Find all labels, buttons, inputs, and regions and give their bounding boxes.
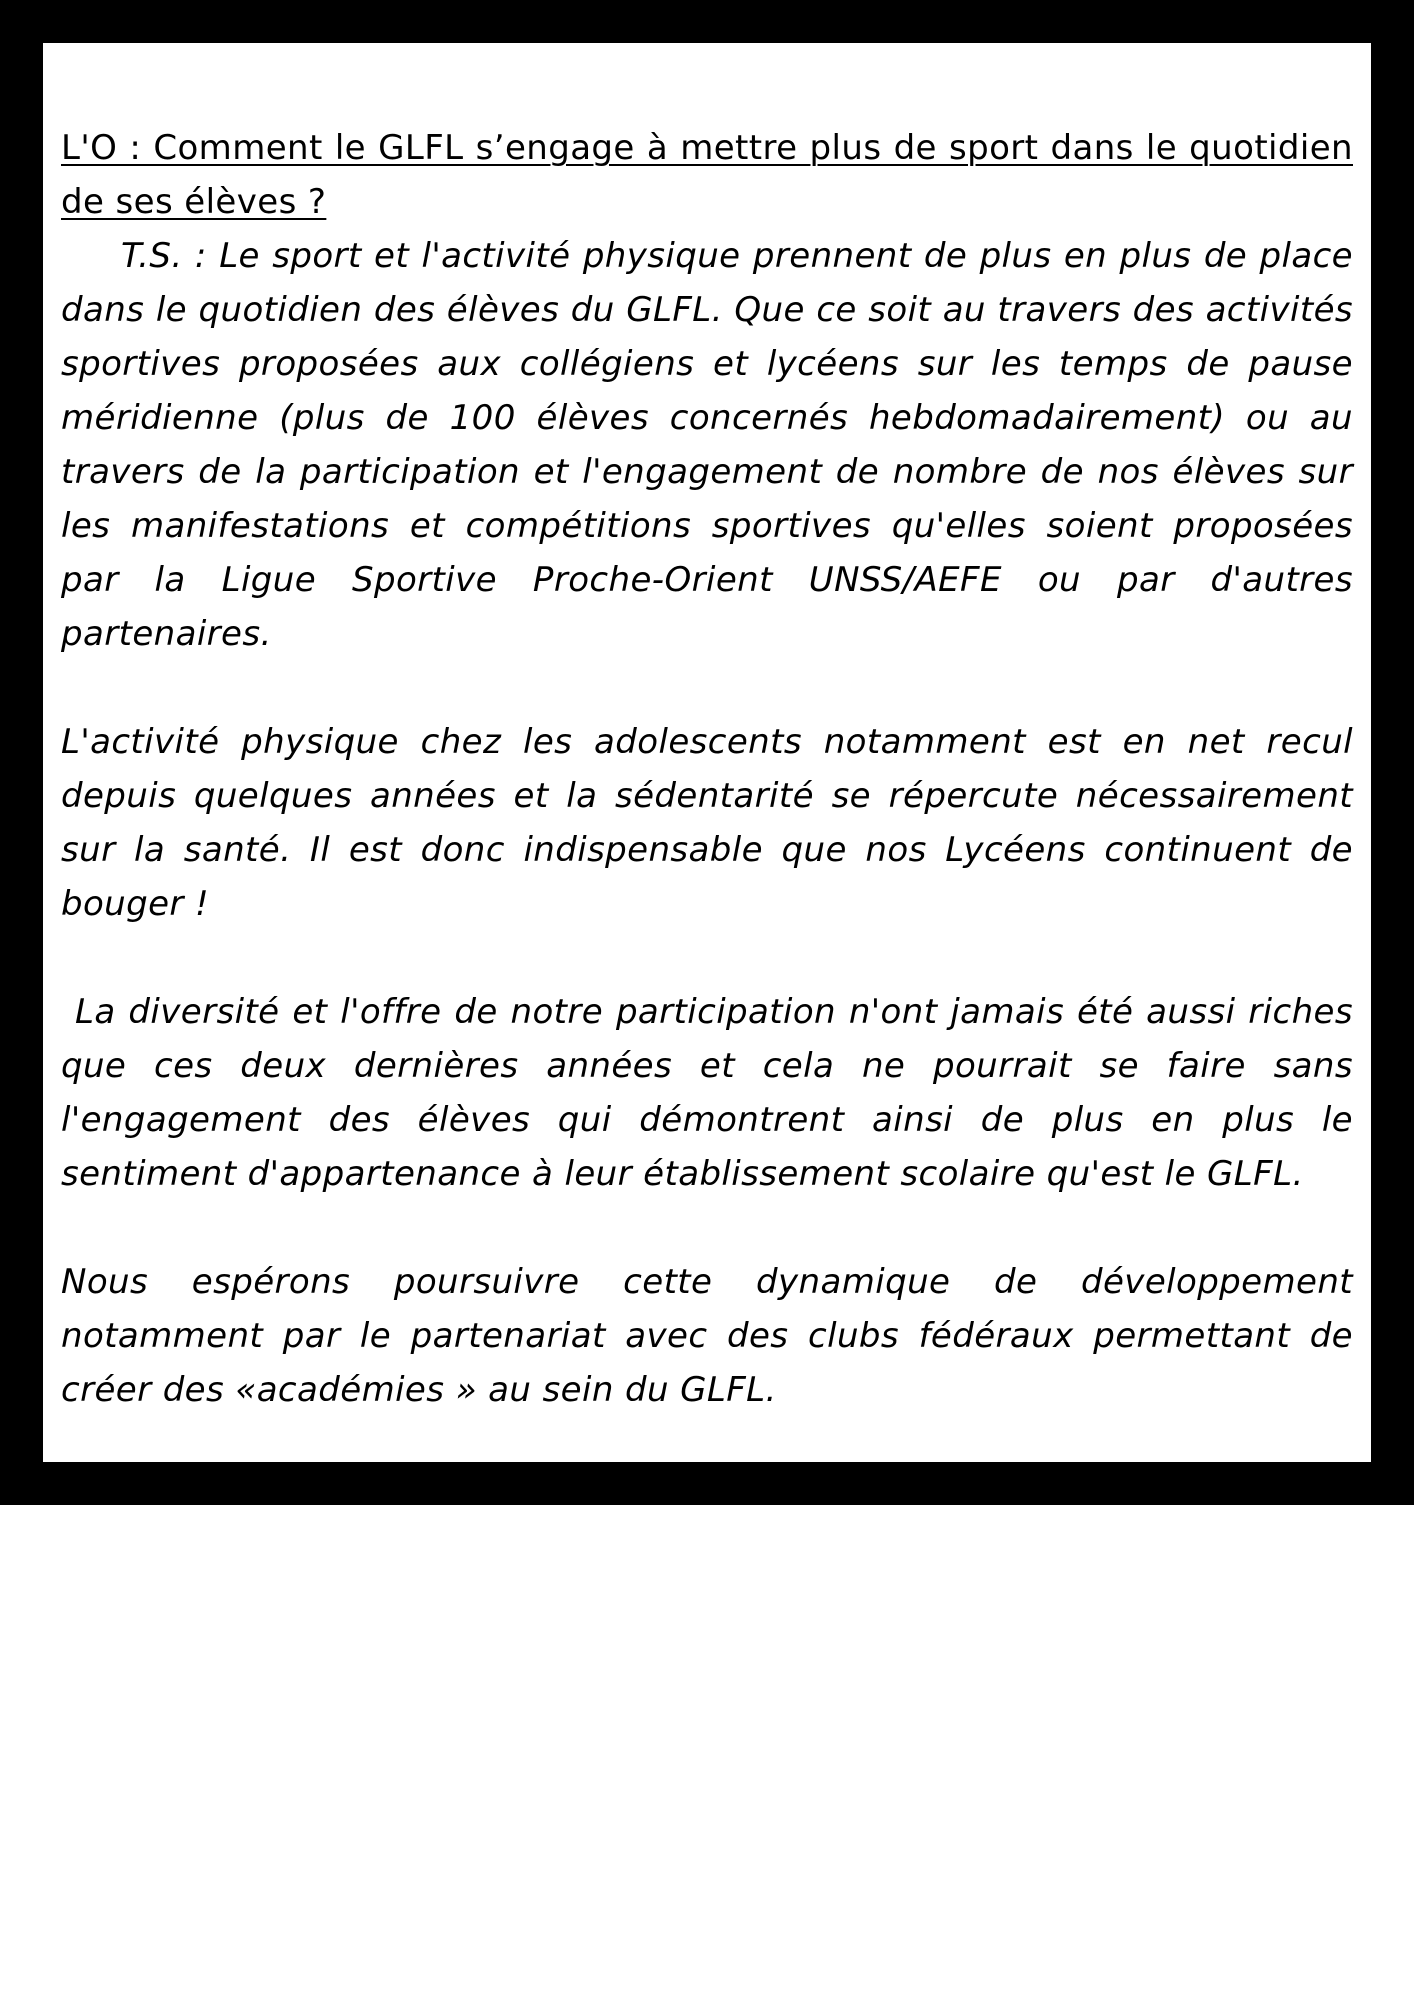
document-body [61, 121, 1353, 1417]
paragraph-intro: T.S. : Le sport et l'activité physique prennent de plus en plus de place dans le quotidien des élèves du GLFL. Que ce soit au travers des activités sportives proposées aux collégiens et lycéens sur les temps de pause méridienne (plus de 100 élèves concernés hebdomadairement) ou au travers de la participation et l'engagement de nombre de nos élèves sur les manifestations et compétitions sportives qu'elles soient proposées par la Ligue Sportive Proche-Orient UNSS/AEFE ou par d'autres partenaires. [61, 236, 1353, 654]
paragraph-diversity: La diversité et l'offre de notre participation n'ont jamais été aussi riches que ces deux dernières années et cela ne pourrait se faire sans l'engagement des élèves qui démontrent ainsi de plus en plus le sentiment d'appartenance à leur établissement scolaire qu'est le GLFL. [61, 992, 1353, 1194]
paragraph-activity: L'activité physique chez les adolescents notamment est en net recul depuis quelques années et la sédentarité se répercute nécessairement sur la santé. Il est donc indispensable que nos Lycéens continuent de bouger ! [61, 722, 1353, 924]
paragraph-outlook: Nous espérons poursuivre cette dynamique de développement notamment par le partenariat avec des clubs fédéraux permettant de créer des «académies » au sein du GLFL. [61, 1262, 1353, 1410]
interview-question-heading: L'O : Comment le GLFL s’engage à mettre plus de sport dans le quotidien de ses élèves ? [61, 128, 1353, 222]
document-sheet [43, 43, 1371, 1462]
